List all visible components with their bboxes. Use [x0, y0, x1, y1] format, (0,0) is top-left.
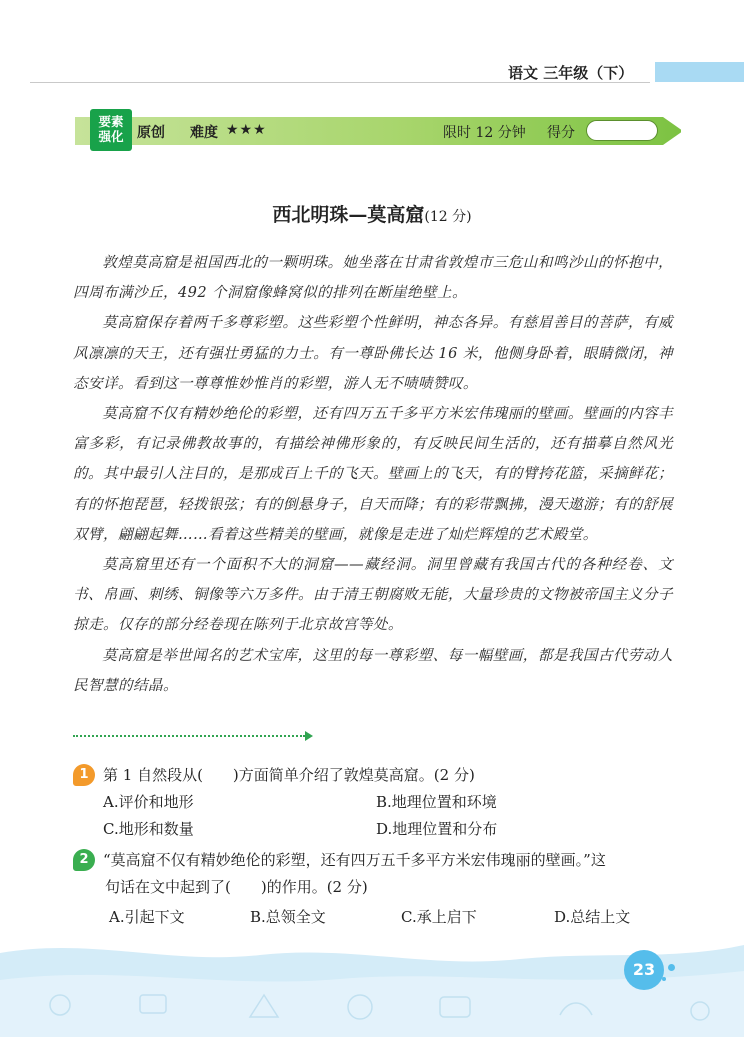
paragraph-3: 莫高窟不仅有精妙绝伦的彩塑，还有四万五千多平方米宏伟瑰丽的壁画。壁画的内容丰富多彩，有记录佛教故事的，有描绘神佛形象的，有反映民间生活的，还有描摹自然风光的。其中最引人注目的，是那成百上千的飞天。壁画上的飞天，有的臂挎花篮，采摘鲜花；有的怀抱琵琶，轻拨银弦；有的倒悬身子，自天而降；有的彩带飘拂，漫天遨游；有的舒展双臂，翩翩起舞……看着这些精美的壁画，就像是走进了灿烂辉煌的艺术殿堂。	[73, 405, 673, 543]
option-d[interactable]: D.地理位置和分布	[376, 820, 498, 838]
badge-line1: 要素	[98, 114, 124, 129]
option-a[interactable]: A.引起下文	[109, 908, 185, 926]
question-number-badge: 2	[73, 849, 95, 871]
reading-passage	[73, 248, 673, 701]
option-b[interactable]: B.总领全文	[250, 908, 326, 926]
score-label: 得分	[547, 125, 575, 141]
option-c[interactable]: C.地形和数量	[103, 820, 194, 838]
question-number-badge: 1	[73, 764, 95, 786]
option-a[interactable]: A.评价和地形	[103, 793, 194, 811]
question-2	[73, 847, 693, 937]
original-label: 原创	[137, 125, 165, 141]
paragraph-1: 敦煌莫高窟是祖国西北的一颗明珠。她坐落在甘肃省敦煌市三危山和鸣沙山的怀抱中，四周布满沙丘，492 个洞窟像蜂窝似的排列在断崖绝壁上。	[73, 254, 673, 302]
question-1	[73, 762, 693, 852]
badge-line2: 强化	[98, 129, 124, 144]
article-score: (12 分)	[424, 209, 472, 225]
option-b[interactable]: B.地理位置和环境	[376, 793, 497, 811]
paragraph-2: 莫高窟保存着两千多尊彩塑。这些彩塑个性鲜明，神态各异。有慈眉善目的菩萨，有威风凛凛的天王，还有强壮勇猛的力士。有一尊卧佛长达 16 米，他侧身卧着，眼睛微闭，神态安详。看到这一尊尊惟妙惟肖的彩塑，游人无不啧啧赞叹。	[73, 314, 673, 392]
question-text: 第 1 自然段从( )方面简单介绍了敦煌莫高窟。(2 分)	[103, 766, 475, 784]
decorative-dot	[668, 964, 675, 971]
article-title	[0, 200, 744, 227]
question-text-line1: “莫高窟不仅有精妙绝伦的彩塑，还有四万五千多平方米宏伟瑰丽的壁画。”这	[103, 851, 606, 869]
section-divider	[73, 730, 313, 742]
paragraph-4: 莫高窟里还有一个面积不大的洞窟——藏经洞。洞里曾藏有我国古代的各种经卷、文书、帛画、刺绣、铜像等六万多件。由于清王朝腐败无能，大量珍贵的文物被帝国主义分子掠走。仅存的部分经卷现在陈列于北京故宫等处。	[73, 556, 673, 634]
difficulty-stars: ★★★	[226, 122, 267, 138]
option-c[interactable]: C.承上启下	[401, 908, 477, 926]
time-limit: 限时 12 分钟	[443, 125, 526, 141]
header-color-tab	[655, 62, 744, 82]
essentials-badge	[90, 109, 132, 151]
arrow-right-icon	[305, 731, 313, 741]
decorative-dot	[662, 977, 666, 981]
article-title-text: 西北明珠—莫高窟	[272, 204, 425, 226]
option-d[interactable]: D.总结上文	[554, 908, 631, 926]
subject-grade-label: 语文 三年级（下）	[508, 64, 634, 82]
paragraph-5: 莫高窟是举世闻名的艺术宝库，这里的每一尊彩塑、每一幅壁画，都是我国古代劳动人民智慧的结晶。	[73, 646, 673, 694]
question-text-line2: 句话在文中起到了( )的作用。(2 分)	[105, 878, 368, 896]
running-header	[0, 62, 744, 84]
page-number: 23	[624, 950, 664, 990]
score-input-box[interactable]	[586, 120, 658, 141]
difficulty-label: 难度	[190, 125, 218, 141]
exercise-banner	[75, 114, 683, 145]
